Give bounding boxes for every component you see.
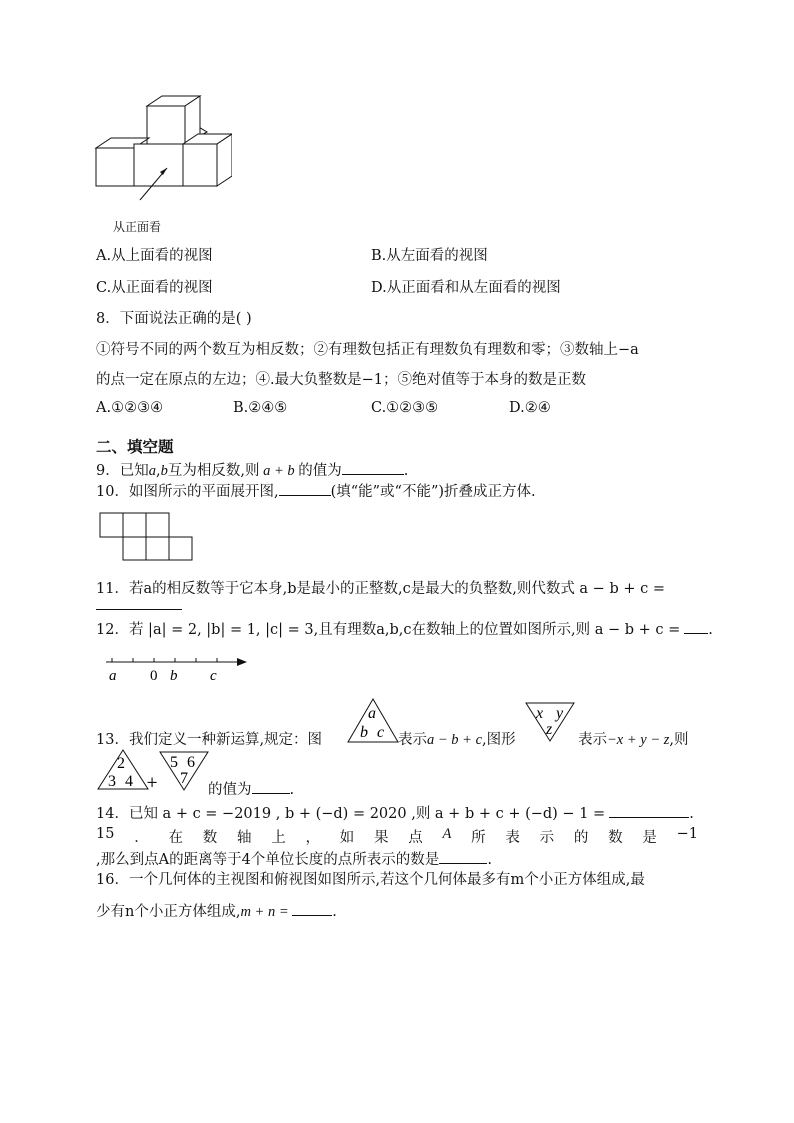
q15-line1: 15 ． 在 数 轴 上 ， 如 果 点 A 所 表 示 的 数 是 −1	[96, 826, 698, 846]
q13-mid: 表示a − b + c,图形	[398, 732, 516, 748]
q10: 10．如图所示的平面展开图, (填“能”或“不能”)折叠成正方体.	[96, 484, 536, 500]
svg-text:x: x	[536, 705, 544, 722]
q11-blank	[96, 596, 182, 614]
cube-figure	[92, 94, 232, 209]
svg-text:z: z	[546, 721, 553, 738]
q8-stem: 8．下面说法正确的是( )	[96, 311, 252, 327]
svg-text:7: 7	[180, 770, 188, 787]
axis-label-a: a	[109, 668, 117, 684]
svg-text:y: y	[556, 705, 564, 722]
q13-mid3: 表示−x + y − z,则	[578, 732, 689, 748]
axis-label-c: c	[210, 668, 217, 684]
number-line	[104, 650, 254, 686]
q7-option-d: D.从正面看和从左面看的视图	[371, 280, 561, 296]
q8-option-c: C.①②③⑤	[371, 400, 439, 416]
q12: 12．若 |a| = 2, |b| = 1, |c| = 3,且有理数a,b,c在数轴上的位置如图所示,则 a − b + c = .	[96, 622, 713, 638]
q8-option-b: B.②④⑤	[233, 400, 288, 416]
q8-line1: ①符号不同的两个数互为相反数；②有理数包括正有理数负有理数和零；③数轴上−a	[96, 342, 639, 358]
q13-tail: 的值为 .	[208, 782, 295, 798]
q14: 14．已知 a + c = −2019 , b + (−d) = 2020 ,则 a + b + c + (−d) − 1 = .	[96, 806, 694, 822]
q11: 11．若a的相反数等于它本身,b是最小的正整数,c是最大的负整数,则代数式 a − b + c =	[96, 581, 665, 597]
plus-sign: +	[146, 775, 159, 791]
q8-line2: 的点一定在原点的左边；④.最大负整数是−1；⑤绝对值等于本身的数是正数	[96, 372, 586, 388]
q15-line2: ,那么到点A的距离等于4个单位长度的点所表示的数是 .	[96, 852, 492, 868]
q9: 9．已知a,b互为相反数,则 a + b 的值为 .	[96, 463, 409, 479]
svg-text:6: 6	[187, 754, 195, 771]
q16-line1: 16．一个几何体的主视图和俯视图如图所示,若这个几何体最多有m个小正方体组成,最	[96, 872, 645, 888]
axis-label-b: b	[170, 668, 178, 684]
section-title: 二、填空题	[96, 437, 174, 456]
svg-text:3: 3	[108, 773, 116, 790]
triangle-234	[96, 749, 150, 791]
q16-line2: 少有n个小正方体组成,m + n = .	[96, 904, 337, 920]
svg-text:a: a	[368, 705, 376, 722]
triangle-xyz	[524, 701, 576, 743]
cube-net-figure	[99, 512, 197, 562]
svg-text:c: c	[377, 724, 385, 741]
q7-option-a: A.从上面看的视图	[96, 248, 213, 264]
q13-pre: 13．我们定义一种新运算,规定：图	[96, 732, 323, 748]
cube-caption: 从正面看	[113, 220, 162, 234]
svg-text:b: b	[360, 724, 368, 741]
q8-option-a: A.①②③④	[96, 400, 164, 416]
axis-label-0: 0	[150, 668, 158, 684]
svg-text:4: 4	[125, 773, 133, 790]
triangle-abc	[346, 698, 400, 744]
q7-option-b: B.从左面看的视图	[371, 248, 488, 264]
svg-text:2: 2	[117, 755, 125, 772]
q8-option-d: D.②④	[509, 400, 551, 416]
svg-text:5: 5	[170, 754, 178, 771]
triangle-567	[158, 750, 210, 792]
q7-option-c: C.从正面看的视图	[96, 280, 213, 296]
